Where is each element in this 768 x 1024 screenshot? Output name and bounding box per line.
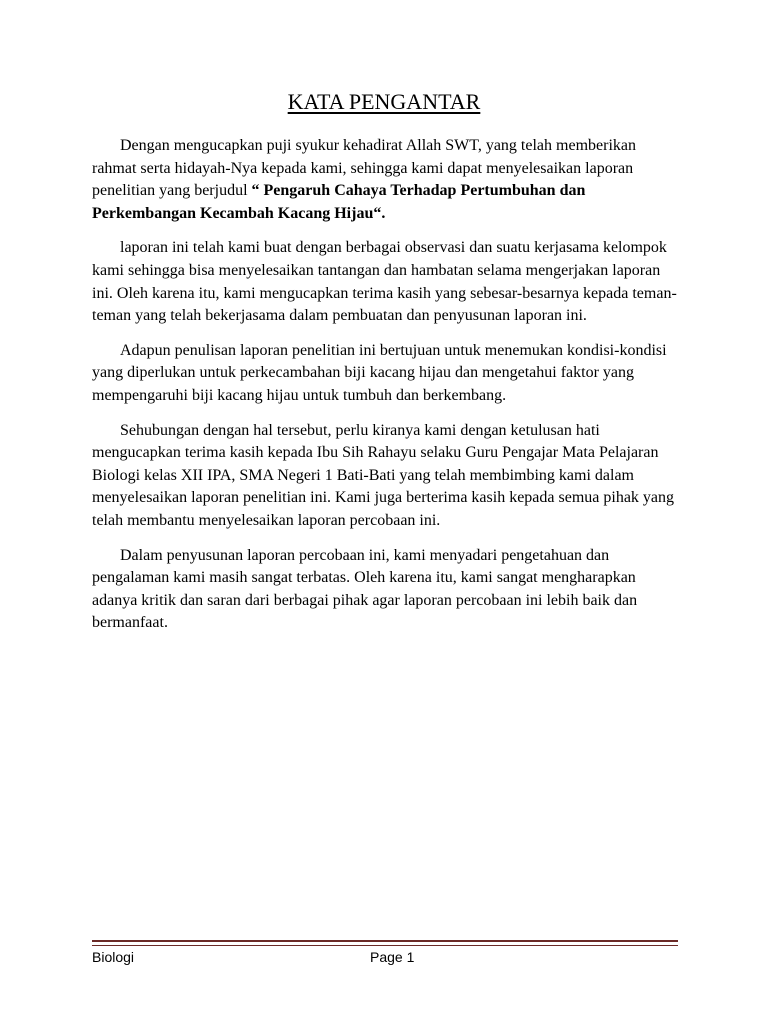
body-text [92,135,682,647]
research-title: “ Pengaruh Cahaya Terhadap Pertumbuhan dan Perkembangan Kecambah Kacang Hijau“. [92,182,586,222]
paragraph-1-text: Dengan mengucapkan puji syukur kehadirat Allah SWT, yang telah memberikan rahmat serta hidayah-Nya kepada kami, sehingga kami dapat menyelesaikan laporan penelitian yang berjudul [92,137,636,200]
paragraph-3: Adapun penulisan laporan penelitian ini bertujuan untuk menemukan kondisi-kondisi yang diperlukan untuk perkecambahan biji kacang hijau dan mengetahui faktor yang mempengaruhi biji kacang hijau untuk tumbuh dan berkembang. [92,341,667,404]
footer-subject: Biologi [92,949,135,965]
paragraph-4: Sehubungan dengan hal tersebut, perlu kiranya kami dengan ketulusan hati mengucapkan terima kasih kepada Ibu Sih Rahayu selaku Guru Pengajar Mata Pelajaran Biologi kelas XII IPA, SMA Negeri 1 Bati-Bati yang telah membimbing kami dalam menyelesaikan laporan penelitian ini. Kami juga berterima kasih kepada semua pihak yang telah membantu menyelesaikan laporan percobaan ini. [92,421,675,529]
title-text: KATA PENGANTAR [287,89,481,114]
page-number: Page 1 [370,949,415,965]
paragraph-5: Dalam penyusunan laporan percobaan ini, kami menyadari pengetahuan dan pengalaman kami masih sangat terbatas. Oleh karena itu, kami sangat mengharapkan adanya kritik dan saran dari berbagai pihak agar laporan percobaan ini lebih baik dan bermanfaat. [92,546,638,632]
page-title [0,88,768,116]
footer-divider [92,940,678,946]
paragraph-1 [92,135,682,225]
paragraph-2: laporan ini telah kami buat dengan berbagai observasi dan suatu kerjasama kelompok kami sehingga bisa menyelesaikan tantangan dan hambatan selama mengerjakan laporan ini. Oleh karena itu, kami mengucapkan terima kasih yang sebesar-besarnya kepada teman-teman yang telah bekerjasama dalam pembuatan dan penyusunan laporan ini. [92,239,677,325]
